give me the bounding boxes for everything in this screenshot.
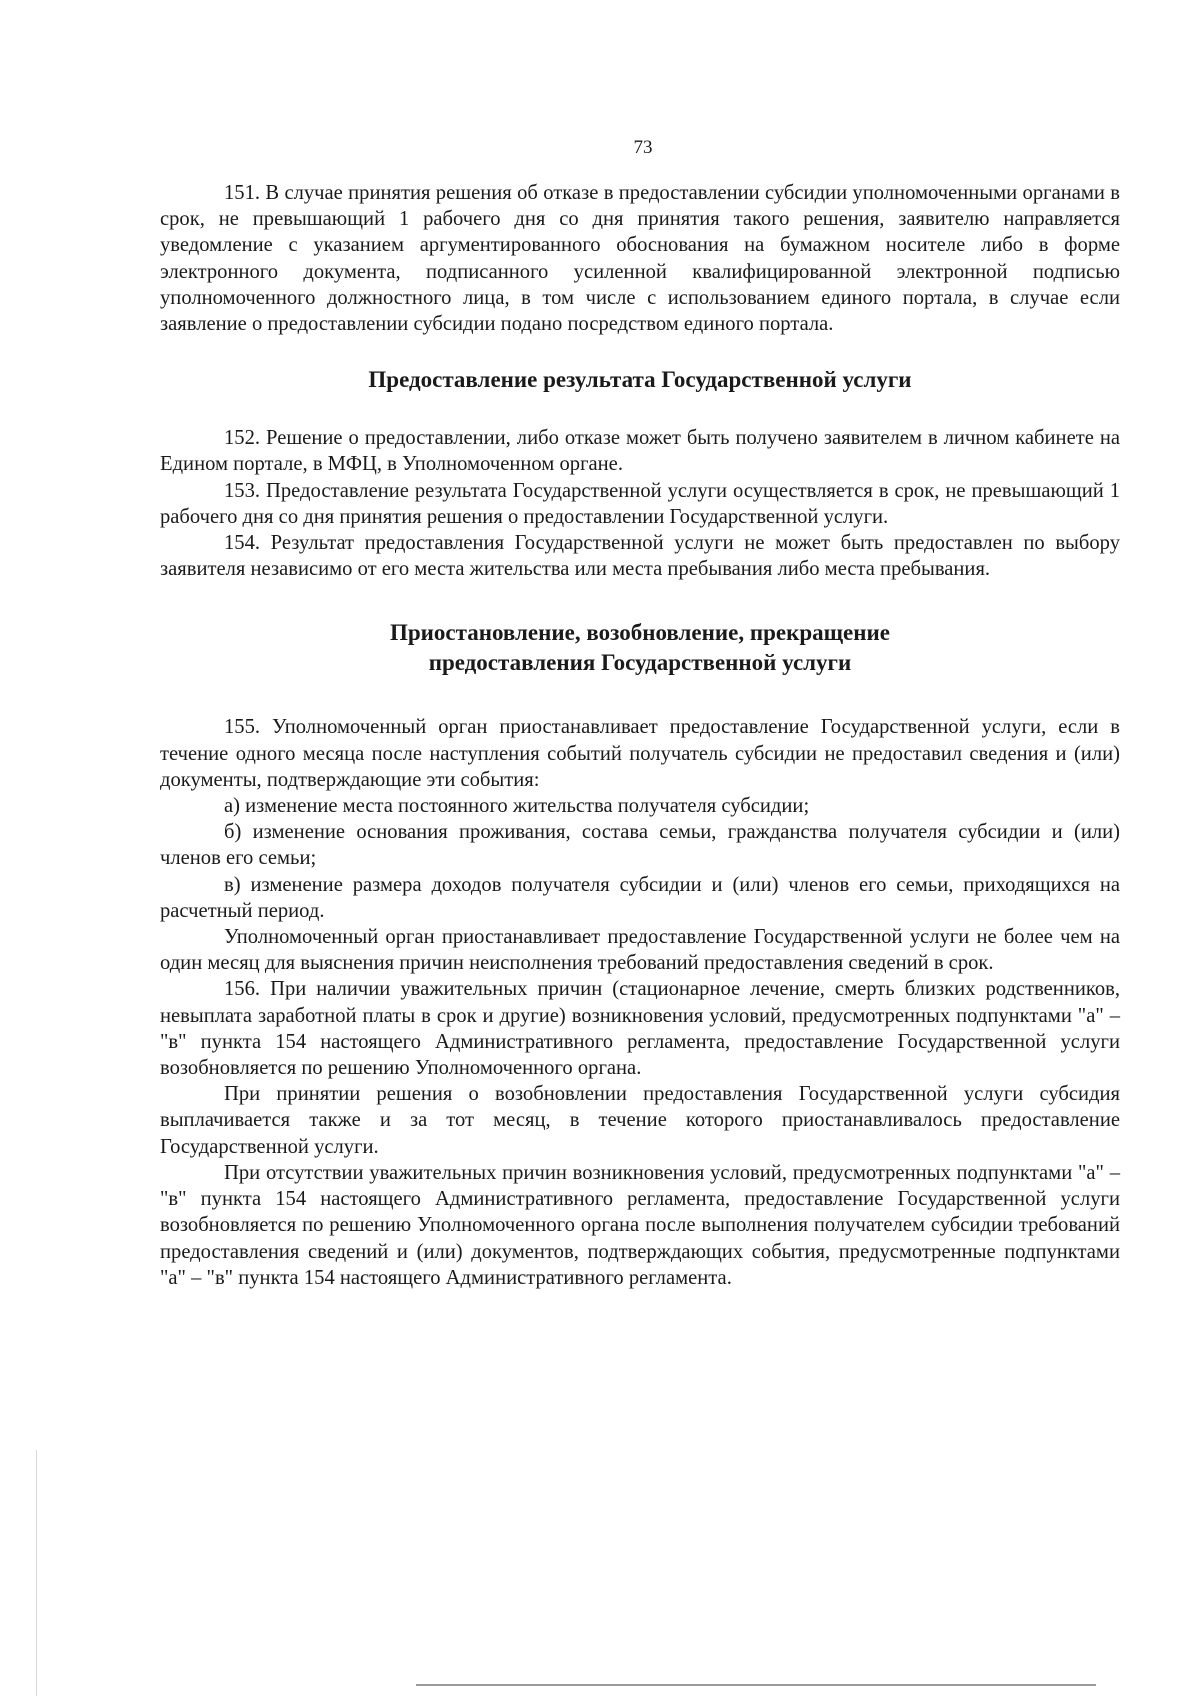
paragraph-152: 152. Решение о предоставлении, либо отказе может быть получено заявителем в личном кабинете на Едином портале, в МФЦ, в Уполномоченном органе. <box>160 427 1120 476</box>
page-number: 73 <box>633 137 653 158</box>
paragraph-151: 151. В случае принятия решения об отказе в предоставлении субсидии уполномоченными органами в срок, не превышающий 1 рабочего дня со дня принятия такого решения, заявителю направляется уведомление с указанием аргументированного обоснования на бумажном носителе либо в форме электронного документа, подписанного усиленной квалифицированной электронной подписью уполномоченного должностного лица, в том числе с использованием единого портала, в случае если заявление о предоставлении субсидии подано посредством единого портала. <box>160 182 1120 336</box>
section-heading-suspension-line1: Приостановление, возобновление, прекращение <box>390 620 890 646</box>
list-item-v: в) изменение размера доходов получателя субсидии и (или) членов его семьи, приходящихся на расчетный период. <box>160 873 1120 922</box>
paragraph-153: 153. Предоставление результата Государственной услуги осуществляется в срок, не превышающий 1 рабочего дня со дня принятия решения о предоставлении Государственной услуги. <box>160 479 1120 528</box>
list-item-b: б) изменение основания проживания, состава семьи, гражданства получателя субсидии и (или) членов его семьи; <box>160 821 1120 870</box>
paragraph-suspension-term: Уполномоченный орган приостанавливает предоставление Государственной услуги не более чем на один месяц для выяснения причин неисполнения требований предоставления сведений в срок. <box>160 926 1120 975</box>
section-heading-suspension-line2: предоставления Государственной услуги <box>428 650 852 676</box>
section-heading-suspension <box>160 618 1120 678</box>
scan-margin-line <box>36 1450 37 1696</box>
footer-rule <box>416 1684 1096 1686</box>
paragraph-resumption-no-reasons: При отсутствии уважительных причин возникновения условий, предусмотренных подпунктами "а" – "в" пункта 154 настоящего Административного регламента, предоставление Государственной услуги возобновляется по решению Уполномоченного органа после выполнения получателем субсидии требований предоставления сведений и (или) документов, подтверждающих события, предусмотренные подпунктами "а" – "в" пункта 154 настоящего Административного регламента. <box>160 1161 1120 1289</box>
section-heading-result: Предоставление результата Государственной услуги <box>368 367 912 393</box>
paragraph-155: 155. Уполномоченный орган приостанавливает предоставление Государственной услуги, если в течение одного месяца после наступления событий получатель субсидии не предоставил сведения и (или) документы, подтверждающие эти события: <box>160 716 1120 791</box>
paragraph-154: 154. Результат предоставления Государственной услуги не может быть предоставлен по выбору заявителя независимо от его места жительства или места пребывания либо места пребывания. <box>160 532 1120 581</box>
list-item-a: а) изменение места постоянного жительства получателя субсидии; <box>224 795 810 818</box>
paragraph-156: 156. При наличии уважительных причин (стационарное лечение, смерть близких родственников, невыплата заработной платы в срок и другие) возникновения условий, предусмотренных подпунктами "а" – "в" пункта 154 настоящего Административного регламента, предоставление Государственной услуги возобновляется по решению Уполномоченного органа. <box>160 978 1120 1080</box>
document-body <box>160 180 1120 1291</box>
paragraph-resumption-payment: При принятии решения о возобновлении предоставления Государственной услуги субсидия выплачивается также и за тот месяц, в течение которого приостанавливалось предоставление Государственной услуги. <box>160 1083 1120 1158</box>
